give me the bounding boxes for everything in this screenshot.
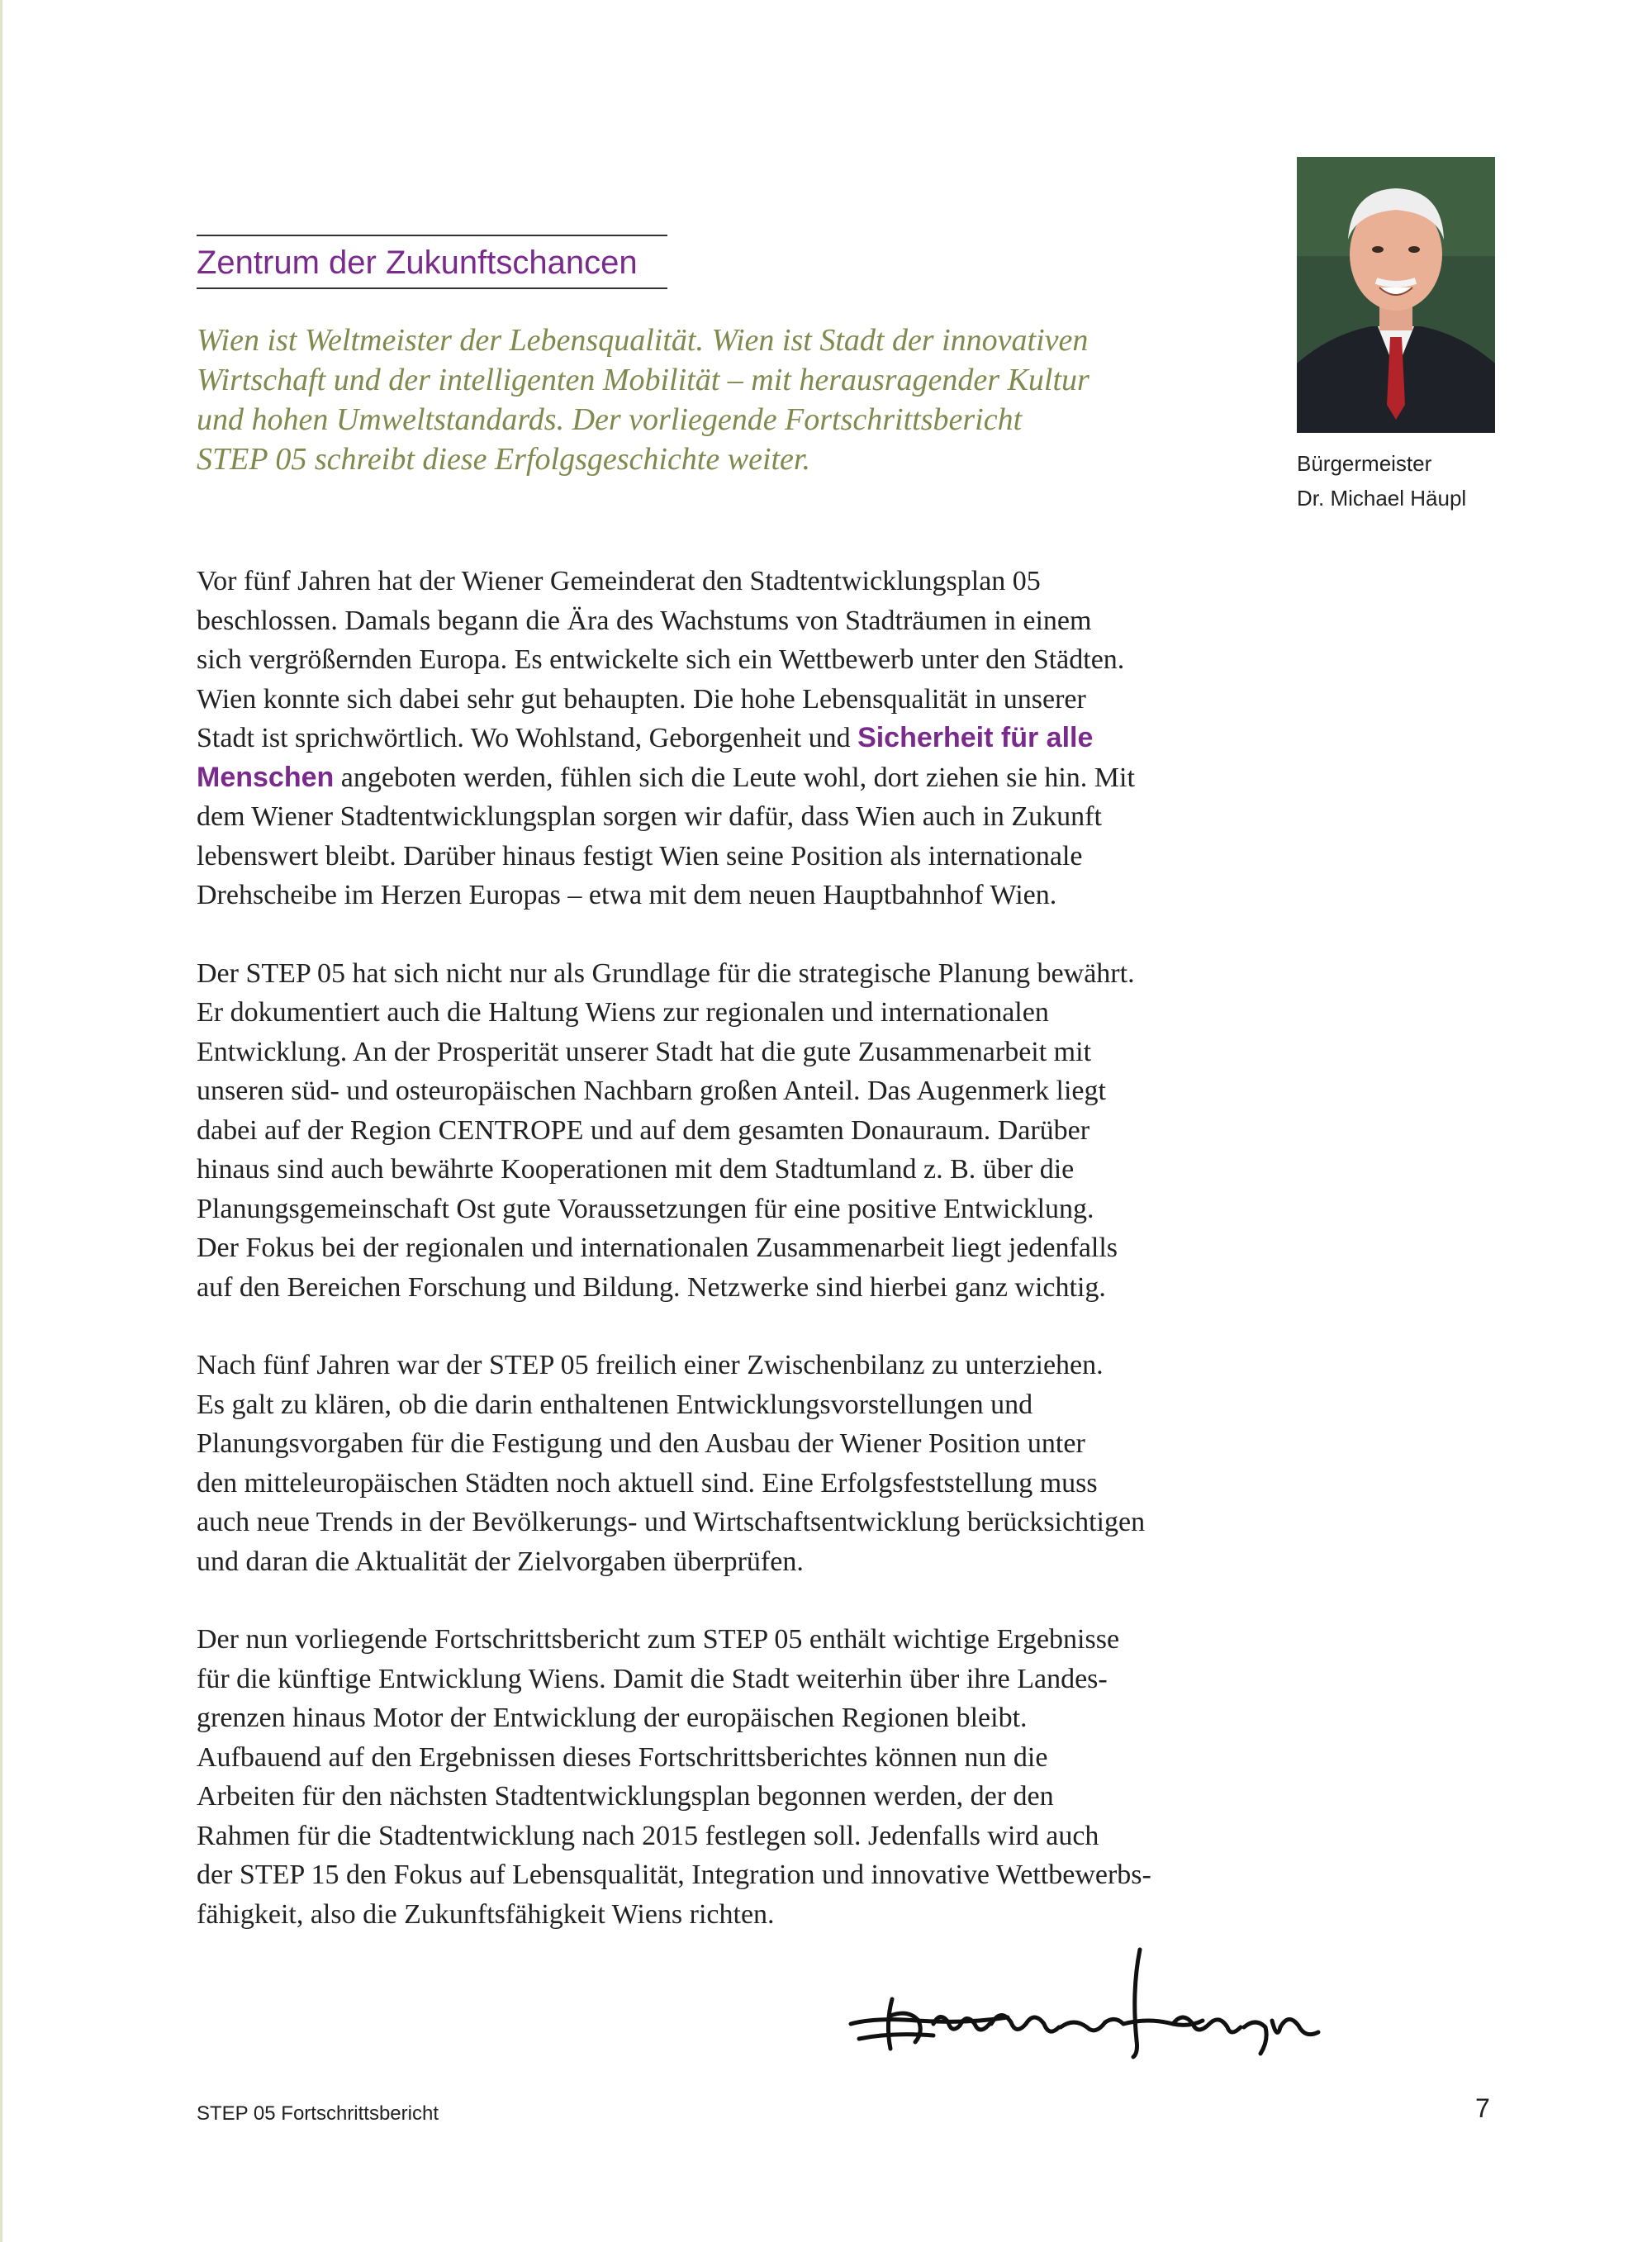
- caption-role: Bürgermeister: [1297, 451, 1432, 476]
- paragraph-line: Entwicklung. An der Prosperität unserer Stadt hat die gute Zusammenarbeit mit: [197, 1036, 1092, 1067]
- paragraph-line: Rahmen für die Stadtentwicklung nach 2015 festlegen soll. Jedenfalls wird auch: [197, 1820, 1099, 1851]
- caption-name: Dr. Michael Häupl: [1297, 486, 1467, 511]
- line-text: angeboten werden, fühlen sich die Leute wohl, dort ziehen sie hin. Mit: [334, 762, 1135, 793]
- paragraph-line: Nach fünf Jahren war der STEP 05 freilich einer Zwischenbilanz zu unterziehen.: [197, 1350, 1104, 1380]
- lead-line: STEP 05 schreibt diese Erfolgsgeschichte weiter.: [197, 442, 811, 477]
- handwritten-signature: [843, 1941, 1338, 2065]
- paragraph-line: Der STEP 05 hat sich nicht nur als Grundlage für die strategische Planung bewährt.: [197, 957, 1135, 989]
- paragraph-line: dabei auf der Region CENTROPE und auf dem gesamten Donauraum. Darüber: [197, 1114, 1090, 1146]
- paragraph-3: [197, 1346, 1320, 1581]
- paragraph-1: [197, 562, 1320, 915]
- paragraph-line: Aufbauend auf den Ergebnissen dieses Fortschrittsberichtes können nun die: [197, 1741, 1048, 1773]
- paragraph-line: hinaus sind auch bewährte Kooperationen mit dem Stadtumland z. B. über die: [197, 1154, 1075, 1185]
- paragraph-line: lebenswert bleibt. Darüber hinaus festigt Wien seine Position als internationale: [197, 840, 1083, 872]
- body-text: [197, 562, 1320, 1973]
- lead-paragraph: [197, 321, 1237, 479]
- highlight-text: Sicherheit für alle: [857, 722, 1094, 753]
- paragraph-line: beschlossen. Damals begann die Ära des Wachstums von Stadträumen in einem: [197, 605, 1092, 636]
- lead-line: und hohen Umweltstandards. Der vorliegende Fortschrittsbericht: [197, 402, 1023, 437]
- line-text: Stadt ist sprichwörtlich. Wo Wohlstand, Geborgenheit und: [197, 723, 858, 753]
- photo-caption: [1297, 446, 1466, 515]
- paragraph-line: Vor fünf Jahren hat der Wiener Gemeinderat den Stadtentwicklungsplan 05: [197, 566, 1041, 596]
- paragraph-line: fähigkeit, also die Zukunftsfähigkeit Wiens richten.: [197, 1898, 775, 1930]
- portrait-illustration: [1297, 157, 1495, 433]
- paragraph-line: den mitteleuropäischen Städten noch aktuell sind. Eine Erfolgsfeststellung muss: [197, 1467, 1098, 1499]
- paragraph-line: Der nun vorliegende Fortschrittsbericht zum STEP 05 enthält wichtige Ergebnisse: [197, 1624, 1120, 1655]
- paragraph-line: [197, 719, 1320, 758]
- mayor-portrait-photo: [1297, 157, 1495, 433]
- paragraph-line: Planungsvorgaben für die Festigung und den Ausbau der Wiener Position unter: [197, 1428, 1085, 1459]
- highlight-text: Menschen: [197, 761, 335, 793]
- paragraph-line: grenzen hinaus Motor der Entwicklung der europäischen Regionen bleibt.: [197, 1703, 1028, 1733]
- page-heading: Zentrum der Zukunftschancen: [197, 245, 638, 281]
- paragraph-line: der STEP 15 den Fokus auf Lebensqualität, Integration und innovative Wettbewerbs-: [197, 1860, 1151, 1890]
- paragraph-line: [197, 758, 1320, 798]
- paragraph-line: Der Fokus bei der regionalen und internationalen Zusammenarbeit liegt jedenfalls: [197, 1233, 1118, 1263]
- footer-title: STEP 05 Fortschrittsbericht: [197, 2102, 439, 2125]
- paragraph-line: sich vergrößernden Europa. Es entwickelte sich ein Wettbewerb unter den Städten.: [197, 644, 1125, 675]
- paragraph-line: für die künftige Entwicklung Wiens. Damit die Stadt weiterhin über ihre Landes-: [197, 1663, 1108, 1694]
- lead-line: Wien ist Weltmeister der Lebensqualität. Wien ist Stadt der innovativen: [197, 323, 1089, 358]
- paragraph-4: [197, 1620, 1320, 1934]
- paragraph-2: [197, 954, 1320, 1308]
- page-edge-line: [0, 0, 2, 2242]
- paragraph-line: auf den Bereichen Forschung und Bildung. Netzwerke sind hierbei ganz wichtig.: [197, 1271, 1106, 1303]
- page-number: 7: [1475, 2093, 1490, 2123]
- paragraph-line: Er dokumentiert auch die Haltung Wiens zur regionalen und internationalen: [197, 997, 1049, 1028]
- paragraph-line: Drehscheibe im Herzen Europas – etwa mit dem neuen Hauptbahnhof Wien.: [197, 880, 1057, 910]
- paragraph-line: Arbeiten für den nächsten Stadtentwicklungsplan begonnen werden, der den: [197, 1781, 1054, 1812]
- paragraph-line: und daran die Aktualität der Zielvorgaben überprüfen.: [197, 1546, 804, 1577]
- heading-rule-box: [197, 235, 667, 289]
- paragraph-line: Es galt zu klären, ob die darin enthaltenen Entwicklungsvorstellungen und: [197, 1389, 1033, 1420]
- lead-line: Wirtschaft und der intelligenten Mobilität – mit herausragender Kultur: [197, 363, 1089, 397]
- paragraph-line: dem Wiener Stadtentwicklungsplan sorgen wir dafür, dass Wien auch in Zukunft: [197, 801, 1102, 832]
- paragraph-line: Wien konnte sich dabei sehr gut behaupten. Die hohe Lebensqualität in unserer: [197, 683, 1086, 715]
- paragraph-line: Planungsgemeinschaft Ost gute Voraussetzungen für eine positive Entwicklung.: [197, 1193, 1094, 1224]
- paragraph-line: unseren süd- und osteuropäischen Nachbarn großen Anteil. Das Augenmerk liegt: [197, 1076, 1106, 1106]
- paragraph-line: auch neue Trends in der Bevölkerungs- und Wirtschaftsentwicklung berücksichtigen: [197, 1507, 1146, 1537]
